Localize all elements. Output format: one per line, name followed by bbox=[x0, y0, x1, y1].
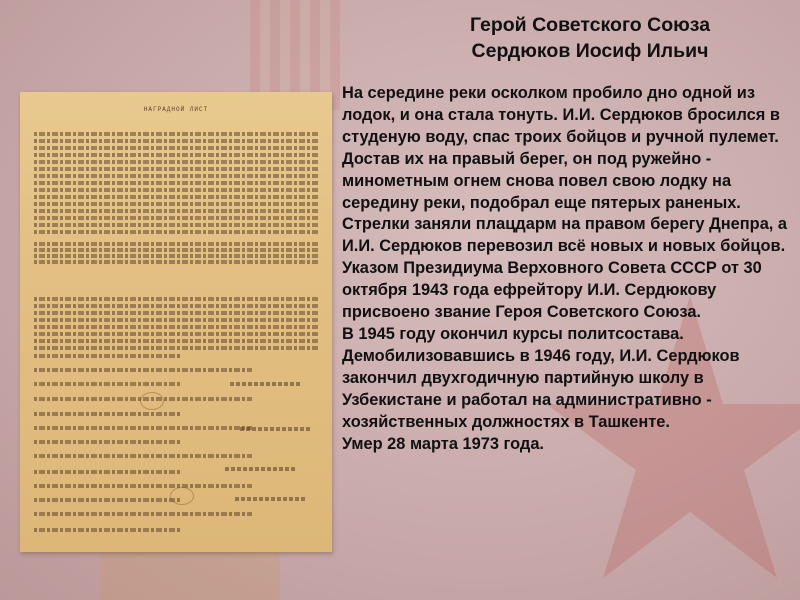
document-text-line bbox=[34, 223, 320, 227]
document-text-line bbox=[34, 332, 320, 336]
document-text-line bbox=[34, 512, 252, 516]
document-text-line bbox=[34, 528, 182, 532]
document-text-line bbox=[34, 174, 320, 178]
biography-paragraph-1: На середине реки осколком пробило дно одной из лодок, и она стала тонуть. И.И. Сердюков бросился в студеную воду, спас троих бойцов и ручной пулемет. Достав их на правый берег, он под ружейно - минометным огнем снова повел свою лодку на середину реки, подобрал еще пятерых раненых. Стрелки заняли плацдарм на правом берегу Днепра, а И.И. Сердюков перевозил всё новых и новых бойцов. Указом Президиума Верховного Совета СССР от 30 октября 1943 года ефрейтору И.И. Сердюкову присвоено звание Героя Советского Союза. bbox=[342, 84, 788, 322]
document-text-line bbox=[34, 498, 182, 502]
document-text-line bbox=[34, 242, 320, 246]
document-text-line bbox=[34, 209, 320, 213]
document-text-line bbox=[34, 132, 320, 136]
biography-paragraph-2: В 1945 году окончил курсы политсостава. Демобилизовавшись в 1946 году, И.И. Сердюков закончил двухгодичную партийную школу в Узбекистане и работал на административно - хозяйственных должностях в Ташкенте. bbox=[342, 324, 740, 431]
document-text-line bbox=[34, 311, 320, 315]
document-text-line bbox=[34, 248, 320, 252]
document-text-line bbox=[34, 160, 320, 164]
document-text-line bbox=[34, 382, 182, 386]
document-stamp bbox=[140, 392, 164, 410]
document-text-line bbox=[34, 470, 182, 474]
document-text-line bbox=[34, 260, 320, 264]
page-title bbox=[420, 12, 760, 64]
document-text-line bbox=[34, 181, 320, 185]
document-text-line bbox=[34, 297, 320, 301]
biography-paragraph-3: Умер 28 марта 1973 года. bbox=[342, 434, 544, 453]
document-text-line bbox=[34, 354, 182, 358]
document-text-line bbox=[34, 139, 320, 143]
document-text-line bbox=[34, 484, 252, 488]
document-text-line bbox=[34, 426, 252, 430]
title-line-2: Сердюков Иосиф Ильич bbox=[471, 40, 709, 62]
document-header: НАГРАДНОЙ ЛИСТ bbox=[143, 106, 209, 113]
title-line-1: Герой Советского Союза bbox=[469, 14, 711, 36]
document-text-line bbox=[34, 202, 320, 206]
document-text-line bbox=[34, 195, 320, 199]
document-signature-line bbox=[235, 497, 305, 501]
document-signature-line bbox=[230, 382, 300, 386]
document-text-line bbox=[34, 146, 320, 150]
document-text-line bbox=[34, 153, 320, 157]
document-text-line bbox=[34, 412, 182, 416]
document-text-line bbox=[34, 216, 320, 220]
document-text-line bbox=[34, 188, 320, 192]
document-text-line bbox=[34, 230, 320, 234]
document-stamp bbox=[170, 487, 194, 505]
biography-text bbox=[342, 83, 794, 455]
document-text-line bbox=[34, 325, 320, 329]
document-text-line bbox=[34, 339, 320, 343]
document-signature-line bbox=[240, 427, 310, 431]
document-text-line bbox=[34, 254, 320, 258]
document-text-line bbox=[34, 346, 320, 350]
document-text-line bbox=[34, 167, 320, 171]
document-text-line bbox=[34, 318, 320, 322]
document-signature-line bbox=[225, 467, 295, 471]
award-document-image bbox=[20, 92, 332, 552]
document-text-line bbox=[34, 304, 320, 308]
document-text-line bbox=[34, 440, 182, 444]
document-text-line bbox=[34, 454, 252, 458]
document-text-line bbox=[34, 368, 252, 372]
